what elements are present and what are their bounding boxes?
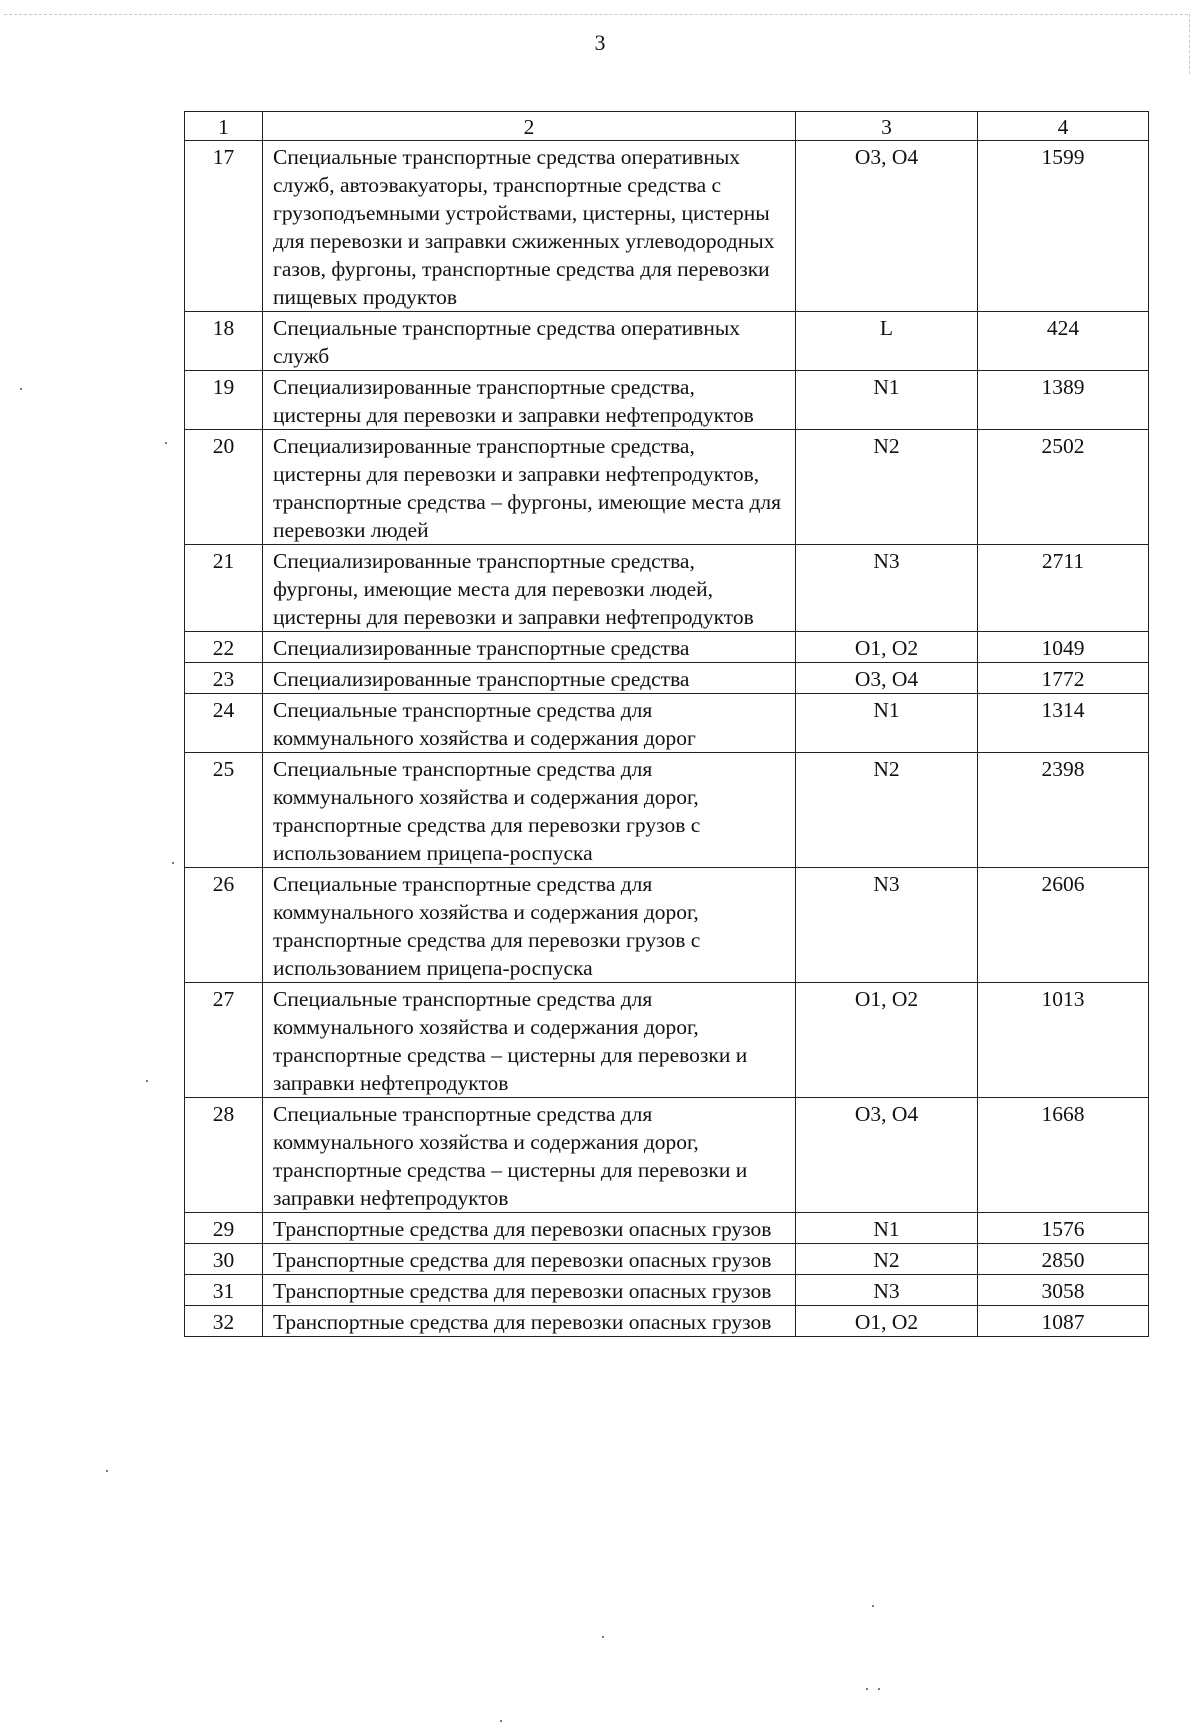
row-value: 1389 [978,371,1149,430]
row-value: 1314 [978,694,1149,753]
table-row [185,1098,1149,1213]
table-row [185,1306,1149,1337]
row-value: 424 [978,312,1149,371]
row-category: N2 [796,753,978,868]
row-number: 27 [185,983,263,1098]
row-category: О3, О4 [796,1098,978,1213]
table-header-row [185,112,1149,141]
row-description: Специальные транспортные средства для коммунального хозяйства и содержания дорог, транспортные средства – цистерны для перевозки и заправки нефтепродуктов [263,983,796,1098]
row-description: Специализированные транспортные средства [263,663,796,694]
table-row [185,430,1149,545]
row-description: Специализированные транспортные средства, фургоны, имеющие места для перевозки людей, цистерны для перевозки и заправки нефтепродуктов [263,545,796,632]
row-value: 1772 [978,663,1149,694]
row-description: Транспортные средства для перевозки опасных грузов [263,1244,796,1275]
row-value: 2711 [978,545,1149,632]
row-category: L [796,312,978,371]
row-number: 19 [185,371,263,430]
row-description: Специальные транспортные средства для коммунального хозяйства и содержания дорог, транспортные средства для перевозки грузов с использованием прицепа-роспуска [263,753,796,868]
row-category: О1, О2 [796,632,978,663]
row-value: 1668 [978,1098,1149,1213]
row-number: 28 [185,1098,263,1213]
row-description: Специализированные транспортные средства, цистерны для перевозки и заправки нефтепродуктов [263,371,796,430]
row-category: N3 [796,868,978,983]
table-row [185,1275,1149,1306]
row-description: Транспортные средства для перевозки опасных грузов [263,1213,796,1244]
scan-speck [172,862,174,864]
scan-top-edge [4,14,1188,15]
row-category: О1, О2 [796,1306,978,1337]
row-description: Транспортные средства для перевозки опасных грузов [263,1306,796,1337]
scan-speck [165,442,167,444]
row-number: 17 [185,141,263,312]
scan-speck [878,1688,880,1690]
row-number: 25 [185,753,263,868]
row-number: 20 [185,430,263,545]
row-category: N2 [796,1244,978,1275]
row-description: Специальные транспортные средства для коммунального хозяйства и содержания дорог [263,694,796,753]
row-category: N2 [796,430,978,545]
row-number: 18 [185,312,263,371]
row-value: 1049 [978,632,1149,663]
scan-speck [20,388,22,390]
row-category: N3 [796,545,978,632]
row-description: Специальные транспортные средства для коммунального хозяйства и содержания дорог, транспортные средства для перевозки грузов с использованием прицепа-роспуска [263,868,796,983]
page-number: 3 [594,30,606,55]
column-header-1: 1 [185,112,263,141]
row-number: 22 [185,632,263,663]
row-value: 2850 [978,1244,1149,1275]
table-row [185,868,1149,983]
row-value: 1013 [978,983,1149,1098]
scan-speck [602,1636,604,1638]
column-header-4: 4 [978,112,1149,141]
table-row [185,632,1149,663]
row-value: 1599 [978,141,1149,312]
row-category: N1 [796,1213,978,1244]
row-description: Специальные транспортные средства для коммунального хозяйства и содержания дорог, транспортные средства – цистерны для перевозки и заправки нефтепродуктов [263,1098,796,1213]
row-description: Специальные транспортные средства оперативных служб [263,312,796,371]
row-number: 24 [185,694,263,753]
row-description: Транспортные средства для перевозки опасных грузов [263,1275,796,1306]
table-row [185,1213,1149,1244]
row-number: 26 [185,868,263,983]
scan-speck [106,1470,108,1472]
row-value: 2502 [978,430,1149,545]
table-body [185,141,1149,1337]
row-number: 23 [185,663,263,694]
scan-speck [866,1688,868,1690]
row-value: 1576 [978,1213,1149,1244]
column-header-3: 3 [796,112,978,141]
row-category: N1 [796,694,978,753]
table-row [185,545,1149,632]
table-row [185,371,1149,430]
row-value: 2606 [978,868,1149,983]
column-header-2: 2 [263,112,796,141]
row-number: 30 [185,1244,263,1275]
table-row [185,312,1149,371]
table-row [185,141,1149,312]
row-number: 31 [185,1275,263,1306]
row-description: Специализированные транспортные средства, цистерны для перевозки и заправки нефтепродуктов, транспортные средства – фургоны, имеющие места для перевозки людей [263,430,796,545]
row-value: 2398 [978,753,1149,868]
table-row [185,663,1149,694]
scan-speck [872,1605,874,1607]
row-description: Специальные транспортные средства оперативных служб, автоэвакуаторы, транспортные средства с грузоподъемными устройствами, цистерны, цистерны для перевозки и заправки сжиженных углеводородных газов, фургоны, транспортные средства для перевозки пищевых продуктов [263,141,796,312]
row-number: 21 [185,545,263,632]
row-category: О3, О4 [796,663,978,694]
table-row [185,753,1149,868]
row-number: 29 [185,1213,263,1244]
row-category: О1, О2 [796,983,978,1098]
scan-speck [146,1080,148,1082]
row-value: 1087 [978,1306,1149,1337]
row-category: N1 [796,371,978,430]
table-row [185,694,1149,753]
row-value: 3058 [978,1275,1149,1306]
vehicle-category-table [184,111,1149,1337]
table-row [185,983,1149,1098]
row-category: О3, О4 [796,141,978,312]
table-row [185,1244,1149,1275]
row-category: N3 [796,1275,978,1306]
row-number: 32 [185,1306,263,1337]
row-description: Специализированные транспортные средства [263,632,796,663]
